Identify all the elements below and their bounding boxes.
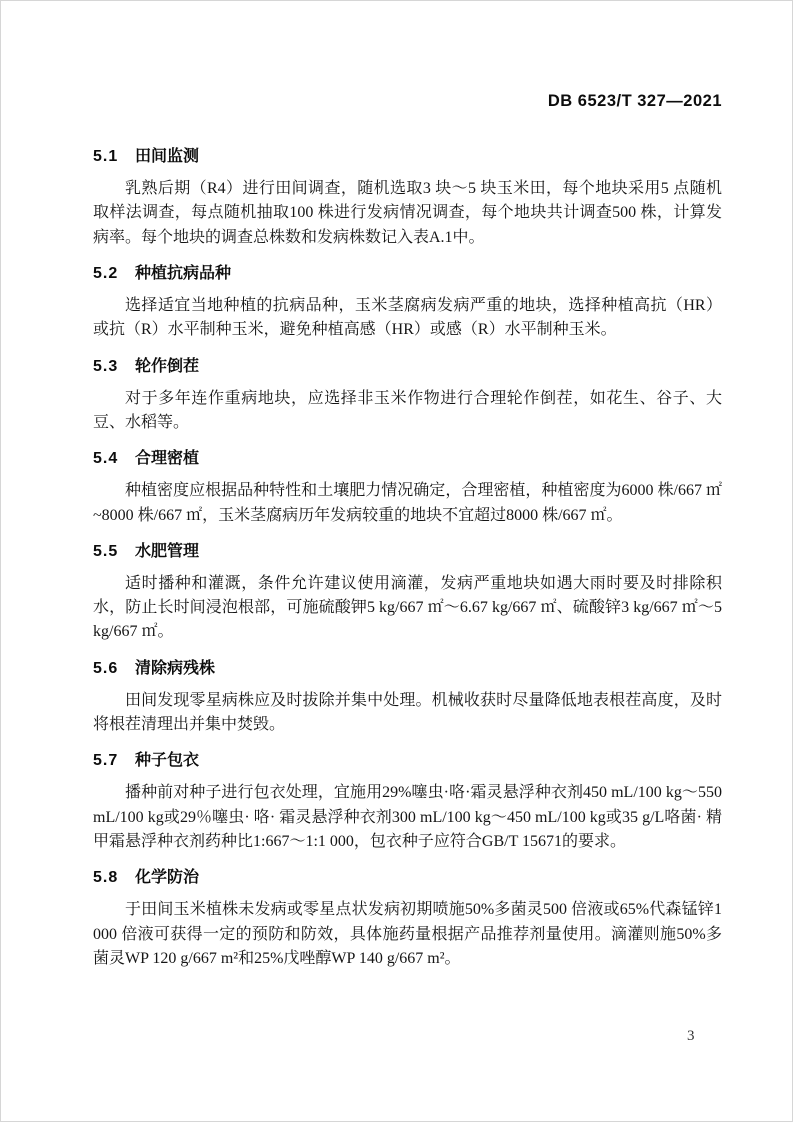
- document-section: [93, 449, 722, 528]
- section-heading: [93, 357, 722, 377]
- section-heading: [93, 449, 722, 469]
- section-heading: [93, 542, 722, 562]
- section-heading: [93, 147, 722, 167]
- section-heading: [93, 751, 722, 771]
- page-content: [93, 1, 722, 976]
- section-paragraph: 选择适宜当地种植的抗病品种，玉米茎腐病发病严重的地块，选择种植高抗（HR）或抗（R）水平制种玉米，避免种植高感（HR）或感（R）水平制种玉米。: [93, 296, 722, 339]
- section-title: 田间监测: [135, 148, 200, 165]
- section-number: 5.6: [93, 659, 119, 677]
- document-section: [93, 147, 722, 250]
- section-number: 5.2: [93, 264, 119, 282]
- section-paragraph: 于田间玉米植株未发病或零星点状发病初期喷施50%多菌灵500 倍液或65%代森锰锌1 000 倍液可获得一定的预防和防效，具体施药量根据产品推荐剂量使用。滴灌则施50%多菌灵WP 120 g/667 m²和25%戊唑醇WP 140 g/667 m²。: [93, 901, 722, 967]
- section-title: 清除病残株: [135, 659, 216, 677]
- section-number: 5.7: [93, 752, 119, 770]
- section-heading: [93, 659, 722, 679]
- section-title: 化学防治: [135, 869, 200, 887]
- document-section: [93, 868, 722, 971]
- section-title: 种子包衣: [135, 752, 200, 770]
- section-paragraph: 乳熟后期（R4）进行田间调查，随机选取3 块～5 块玉米田，每个地块采用5 点随机取样法调查，每点随机抽取100 株进行发病情况调查，每个地块共计调查500 株，计算发病率。每个地块的调查总株数和发病株数记入表A.1中。: [93, 180, 722, 246]
- standard-number: DB 6523/T 327—2021: [547, 92, 722, 110]
- section-title: 轮作倒茬: [135, 357, 200, 375]
- section-paragraph: 适时播种和灌溉，条件允许建议使用滴灌，发病严重地块如遇大雨时要及时排除积水，防止长时间浸泡根部，可施硫酸钾5 kg/667 ㎡～6.67 kg/667 ㎡、硫酸锌3 kg/667 ㎡～5 kg/667 ㎡。: [93, 574, 722, 641]
- document-section: [93, 659, 722, 738]
- section-title: 水肥管理: [135, 542, 200, 560]
- section-title: 种植抗病品种: [135, 264, 232, 282]
- section-number: 5.3: [93, 357, 119, 375]
- document-section: [93, 751, 722, 854]
- sections: [93, 147, 722, 971]
- section-number: 5.5: [93, 542, 119, 560]
- section-paragraph: 播种前对种子进行包衣处理，宜施用29%噻虫·咯·霜灵悬浮种衣剂450 mL/100 kg～550 mL/100 kg或29％噻虫· 咯· 霜灵悬浮种衣剂300 mL/100 kg～450 mL/100 kg或35 g/L咯菌· 精甲霜悬浮种衣剂药种比1:667～1:1 000，包衣种子应符合GB/T 15671的要求。: [93, 784, 722, 850]
- document-section: [93, 542, 722, 645]
- section-number: 5.1: [93, 148, 119, 165]
- section-heading: [93, 868, 722, 888]
- section-heading: [93, 264, 722, 284]
- section-number: 5.8: [93, 869, 119, 887]
- section-paragraph: 对于多年连作重病地块，应选择非玉米作物进行合理轮作倒茬，如花生、谷子、大豆、水稻等。: [93, 389, 722, 431]
- document-section: [93, 357, 722, 436]
- page-number: 3: [687, 1028, 695, 1044]
- section-title: 合理密植: [135, 450, 200, 468]
- section-paragraph: 种植密度应根据品种特性和土壤肥力情况确定，合理密植，种植密度为6000 株/667 ㎡~8000 株/667 ㎡，玉米茎腐病历年发病较重的地块不宜超过8000 株/667 ㎡。: [93, 482, 722, 524]
- document-section: [93, 264, 722, 343]
- section-number: 5.4: [93, 450, 119, 468]
- section-paragraph: 田间发现零星病株应及时拔除并集中处理。机械收获时尽量降低地表根茬高度，及时将根茬清理出并集中焚毁。: [93, 691, 722, 734]
